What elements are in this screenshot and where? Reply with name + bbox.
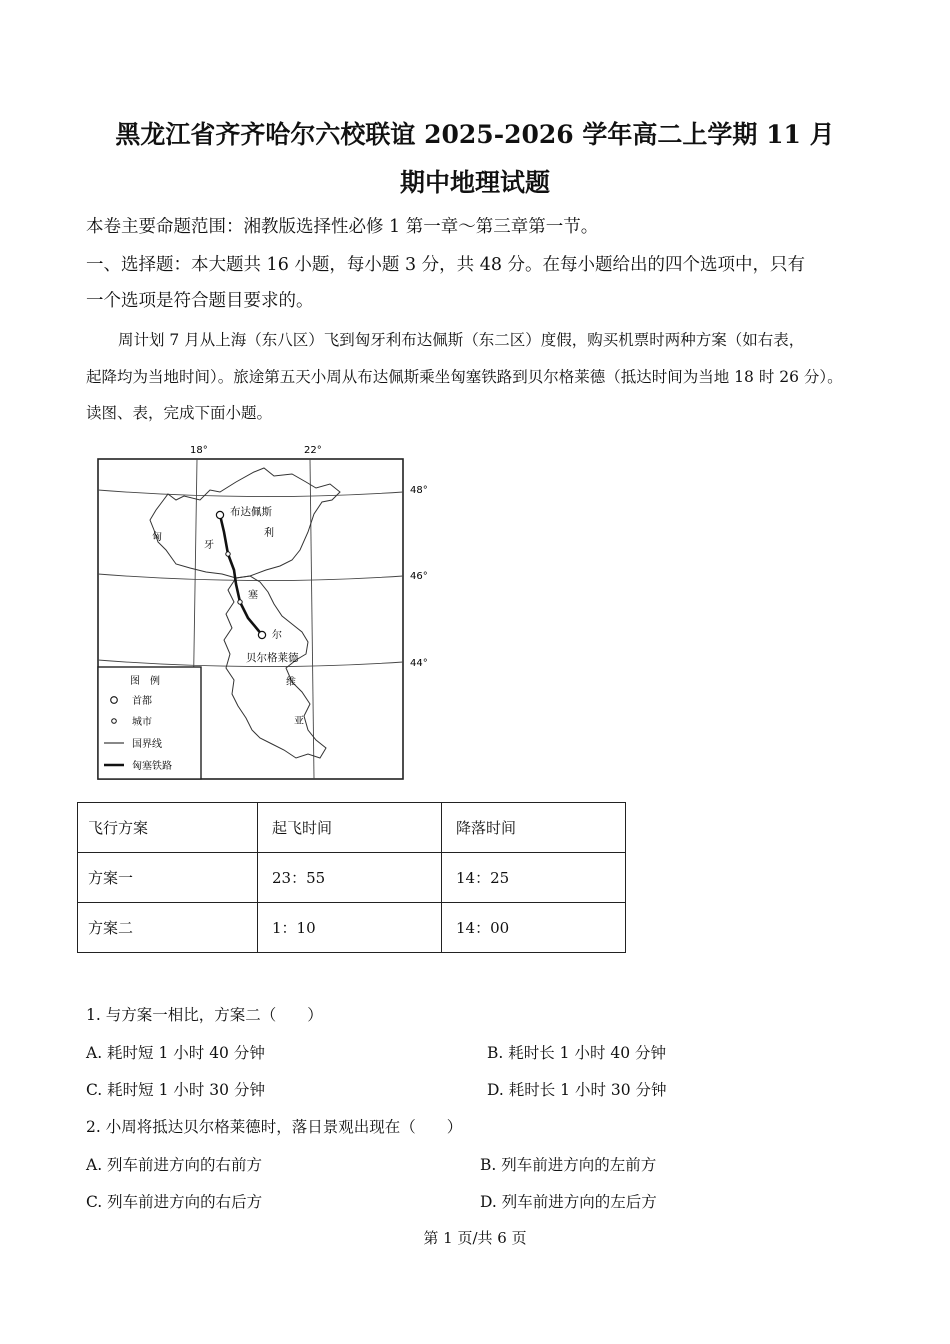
table-cell: 方案二 bbox=[78, 903, 258, 953]
table-header-row bbox=[78, 803, 626, 853]
country-char-li: 利 bbox=[264, 528, 274, 539]
question-2-option-b[interactable]: B. 列车前进方向的左前方 bbox=[480, 1156, 657, 1174]
question-1-option-d[interactable]: D. 耗时长 1 小时 30 分钟 bbox=[487, 1081, 667, 1099]
country-char-wei: 维 bbox=[286, 677, 296, 688]
meridian-22 bbox=[310, 459, 314, 779]
question-2-option-c[interactable]: C. 列车前进方向的右后方 bbox=[86, 1193, 263, 1211]
table-cell: 14：00 bbox=[442, 903, 626, 953]
title-line-1: 黑龙江省齐齐哈尔六校联谊 2025-2026 学年高二上学期 11 月 bbox=[115, 120, 835, 149]
parallel-46 bbox=[98, 574, 403, 581]
question-1-option-a[interactable]: A. 耗时短 1 小时 40 分钟 bbox=[86, 1044, 265, 1062]
country-char-er: 尔 bbox=[272, 630, 282, 641]
country-char-ya: 牙 bbox=[204, 540, 214, 551]
title-line-2: 期中地理试题 bbox=[399, 168, 550, 197]
city-symbol bbox=[112, 719, 117, 724]
budapest-marker bbox=[216, 511, 223, 518]
legend-title: 图 例 bbox=[130, 676, 160, 687]
city-label-belgrade: 贝尔格莱德 bbox=[246, 652, 299, 664]
question-2-option-a[interactable]: A. 列车前进方向的右前方 bbox=[86, 1156, 263, 1174]
table-row bbox=[78, 903, 626, 953]
country-char-xiong: 匈 bbox=[152, 532, 162, 543]
city-label-budapest: 布达佩斯 bbox=[230, 506, 272, 518]
table-header-cell: 飞行方案 bbox=[78, 803, 258, 853]
table-cell: 1：10 bbox=[258, 903, 442, 953]
question-2-stem: 2. 小周将抵达贝尔格莱德时，落日景观出现在（ ） bbox=[86, 1118, 463, 1136]
section-instruction-1: 一、选择题：本大题共 16 小题，每小题 3 分，共 48 分。在每小题给出的四个选项中，只有 bbox=[86, 255, 806, 275]
table-cell: 14：25 bbox=[442, 853, 626, 903]
lat-label-48: 48° bbox=[410, 485, 428, 496]
parallel-48 bbox=[98, 490, 403, 497]
lon-label-18: 18° bbox=[190, 445, 208, 456]
question-1-stem: 1. 与方案一相比，方案二（ ） bbox=[86, 1006, 323, 1024]
table-header-cell: 起飞时间 bbox=[258, 803, 442, 853]
lat-label-44: 44° bbox=[410, 658, 428, 669]
section-instruction-2: 一个选项是符合题目要求的。 bbox=[86, 291, 314, 311]
scope-text: 本卷主要命题范围：湘教版选择性必修 1 第一章～第三章第一节。 bbox=[86, 217, 599, 237]
question-1-option-b[interactable]: B. 耗时长 1 小时 40 分钟 bbox=[487, 1044, 667, 1062]
belgrade-marker bbox=[258, 631, 265, 638]
city-marker bbox=[226, 552, 230, 556]
legend-railway: 匈塞铁路 bbox=[132, 761, 172, 772]
passage-line-1: 周计划 7 月从上海（东八区）飞到匈牙利布达佩斯（东二区）度假，购买机票时两种方案（如右表， bbox=[118, 331, 805, 349]
table-header-cell: 降落时间 bbox=[442, 803, 626, 853]
question-2-option-d[interactable]: D. 列车前进方向的左后方 bbox=[480, 1193, 657, 1211]
lat-label-46: 46° bbox=[410, 571, 428, 582]
flight-table bbox=[77, 802, 626, 953]
city-marker bbox=[238, 600, 242, 604]
legend-city: 城市 bbox=[132, 717, 152, 728]
capital-symbol bbox=[111, 697, 118, 704]
page-footer: 第 1 页/共 6 页 bbox=[423, 1229, 527, 1247]
table-row bbox=[78, 853, 626, 903]
passage-line-3: 读图、表，完成下面小题。 bbox=[86, 404, 273, 422]
legend-capital: 首都 bbox=[132, 696, 152, 707]
country-char-sai: 塞 bbox=[248, 590, 258, 601]
question-1-option-c[interactable]: C. 耗时短 1 小时 30 分钟 bbox=[86, 1081, 265, 1099]
table-cell: 23：55 bbox=[258, 853, 442, 903]
legend-border: 国界线 bbox=[132, 739, 162, 750]
table-cell: 方案一 bbox=[78, 853, 258, 903]
map-figure bbox=[96, 442, 441, 782]
country-char-ya2: 亚 bbox=[294, 716, 304, 727]
passage-line-2: 起降均为当地时间）。旅途第五天小周从布达佩斯乘坐匈塞铁路到贝尔格莱德（抵达时间为当地 18 时 26 分）。 bbox=[86, 368, 843, 386]
lon-label-22: 22° bbox=[304, 445, 322, 456]
